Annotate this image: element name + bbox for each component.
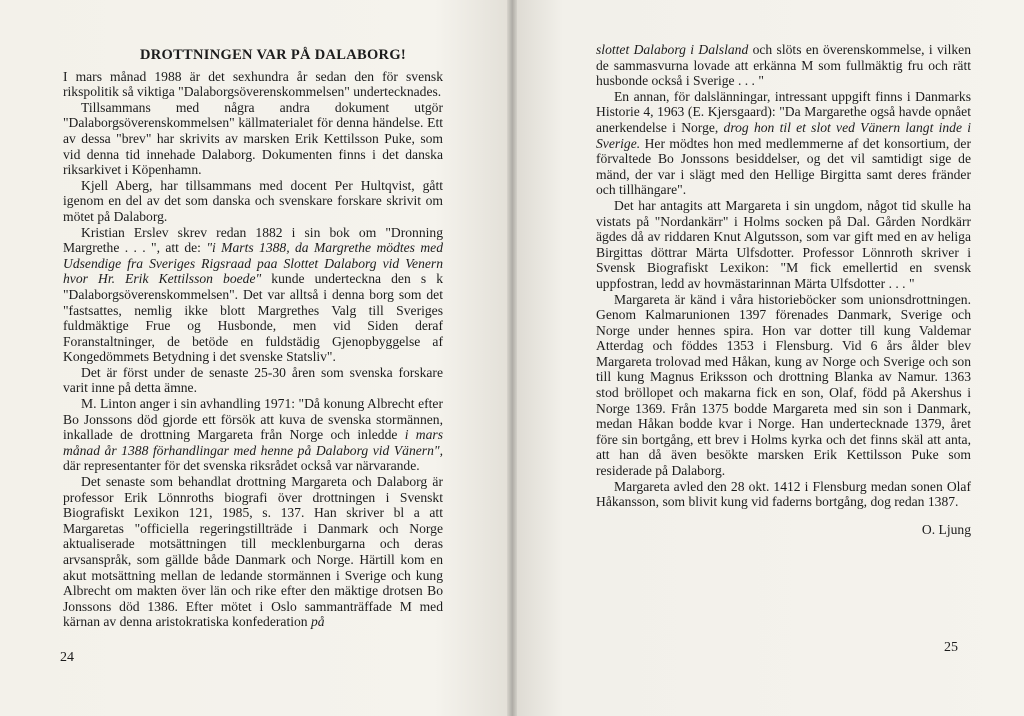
book-gutter: [507, 0, 517, 716]
text-run: I mars månad 1988 är det sexhundra år sedan den för svensk rikspolitik så viktiga "Dalaborgsöverenskommelsen" undertecknades.: [63, 68, 443, 100]
right-text-column: [596, 42, 971, 537]
page-number-right: 25: [944, 640, 958, 655]
text-run: M. Linton anger i sin avhandling 1971: "Då konung Albrecht efter Bo Jonssons död gjorde ett försök att kuva de svenska stormännen, inkallade de drottning Margareta från Norge och inledde: [63, 396, 443, 443]
paragraph: [63, 474, 443, 630]
italic-quote: "i Marts 1388, da Margrethe mödtes med Udsendige fra Sveriges Rigsraad paa Slottet Dalaborg vid Venern hvor Hr. Erik Kettilsson boede": [63, 240, 443, 287]
text-run: Kristian Erslev skrev redan 1882 i sin bok om "Dronning Margrethe . . . ", att de:: [63, 224, 443, 256]
text-run: kunde underteckna den s k "Dalaborgsöverenskommelsen". Det var alltså i denna borg som det "fastsattes, nemlig ikke blott Margrethes Valg till Sveriges fuldmäktige Frue og Husbonde, men vid Siden deraf Foranstaltninger, de betöde en fuldstädig Gjenopbyggelse af Kongedömmets Betydning i det svenske Statsliv".: [63, 271, 443, 365]
paragraph: [596, 42, 971, 89]
right-paragraphs: [596, 42, 971, 510]
paragraph: [63, 100, 443, 178]
text-run: där representanter för det svenska riksrådet också var närvarande.: [63, 458, 420, 474]
text-run: En annan, för dalslänningar, intressant uppgift finns i Danmarks Historie 4, 1963 (E. Kjersgaard): "Da Margarethe også havde opnået anerkendelse i Norge,: [596, 88, 971, 135]
article-title: DROTTNINGEN VAR PÅ DALABORG!: [139, 47, 407, 63]
paragraph: [596, 198, 971, 292]
text-run: Tillsammans med några andra dokument utgör "Dalaborgsöverenskommelsen" källmaterialet för denna händelse. Ett av dessa "brev" har skrivits av marsken Erik Kettilsson Puke, som vid denna tid innehade Dalaborg. Dokumenten finns i det danska riksarkivet i Köpenhamn.: [63, 99, 443, 178]
paragraph: [63, 69, 443, 100]
text-run: Det är först under de senaste 25-30 åren som svenska forskare varit inne på detta ämne.: [63, 364, 443, 396]
italic-quote: på: [311, 614, 325, 630]
italic-quote: slottet Dalaborg i Dalsland: [596, 42, 749, 57]
text-run: Her mödtes hon med medlemmerne af det konsortium, der förvaltede Bo Jonssons besiddelser, og det vil samtidigt sige de mänd, der var i slägt med den Hellige Birgitta samt deres fränder och tillhängare".: [596, 135, 971, 198]
text-run: Kjell Aberg, har tillsammans med docent Per Hultqvist, gått igenom en del av det som danska och svenskare forskare skrivit om mötet på Dalaborg.: [63, 177, 443, 224]
text-run: och slöts en överenskommelse, i vilken de sammasvurna lovade att erkänna M som fullmäktig fru och rätt husbonde också i Sverige . . . ": [596, 42, 971, 89]
page-number-left: 24: [60, 650, 74, 665]
paragraph: [63, 178, 443, 225]
paragraph: [596, 89, 971, 198]
text-run: Margareta är känd i våra historieböcker som unionsdrottningen. Genom Kalmarunionen 1397 förenades Danmark, Sverige och Norge under hennes spira. Hon var dotter till kung Valdemar Atterdag och föddes 1353 i Flensburg. Vid 6 års ålder blev Margareta trolovad med Håkan, kung av Norge och Sverige och son till kung Magnus Eriksson och drottning Blanka av Namur. 1363 stod bröllopet och makarna fick en son, Olaf, född på Akershus i Norge 1369. Från 1375 bodde Margareta med sin son i Danmark, medan Håkan bodde kvar i Norge. Han undertecknade 1379, året före sin bortgång, ett brev i Holms kyrka och det finns skäl att anta, att han då även besökte marsken Erik Kettilsson Puke som residerade på Dalaborg.: [596, 291, 971, 479]
paragraph: [63, 365, 443, 396]
text-run: Margareta avled den 28 okt. 1412 i Flensburg medan sonen Olaf Håkansson, som blivit kung vid faderns bortgång, dog redan 1387.: [596, 478, 971, 510]
paragraph: [596, 479, 971, 510]
paragraph: [63, 396, 443, 474]
author-signature: O. Ljung: [921, 521, 971, 537]
paragraph: [596, 292, 971, 479]
text-run: Det senaste som behandlat drottning Margareta och Dalaborg är professor Erik Lönnroths biografi över drottningen i Svenskt Biografiskt Lexikon 121, 1985, s. 137. Han skriver bl a att Margaretas "officiella regeringstillträde i Danmark och Norge aktualiserade motsättningen till mecklenburgarna och deras arvsanspråk, som gällde både Danmark och Norge. Härtill kom en akut motsättning mellan de ledande stormännen i Sverige och kung Albrecht om makten över län och rike efter den mäktige drotsen Bo Jonssons död 1386. Efter mötet i Oslo sammanträffade M med kärnan av denna aristokratiska konfederation: [63, 474, 443, 630]
left-paragraphs: [63, 69, 443, 630]
right-page: [512, 0, 1024, 716]
italic-quote: drog hon til et slot ved Vänern langt inde i Sverige.: [596, 119, 971, 151]
text-run: Det har antagits att Margareta i sin ungdom, något tid skulle ha vistats på "Nordankärr" i Holms socken på Dal. Gården Nordkärr ägdes då av riddaren Knut Algutsson, som var gift med en av heliga Birgittas döttrar Märta Ulfsdotter. Professor Lönnroth skriver i Svensk Biografiskt Lexikon: "M fick emellertid en svensk uppfostran, ledd av hovmästarinnan Märta Ulfsdotter . . . ": [596, 197, 971, 291]
left-text-column: [63, 48, 443, 630]
italic-quote: i mars månad år 1388 förhandlingar med henne på Dalaborg vid Vänern",: [63, 427, 443, 458]
paragraph: [63, 225, 443, 365]
